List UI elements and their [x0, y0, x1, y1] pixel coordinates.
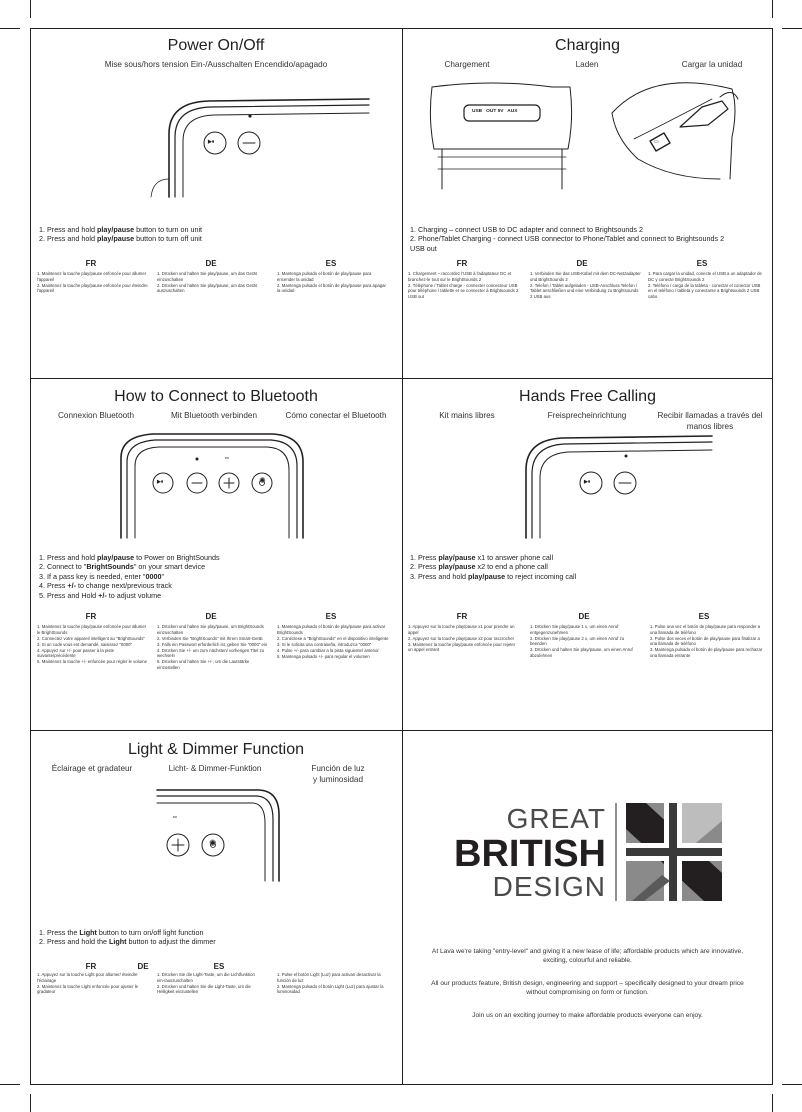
panel-title: Power On/Off: [167, 37, 265, 54]
step-number: 3.: [410, 571, 418, 581]
step-item: [410, 572, 576, 581]
speaker-top-illustration: [31, 29, 401, 377]
translation-item: 1. Chargement – raccordez l'USB à l'adaptateur DC et branchez-le tout sur le BrightSounds 2: [408, 271, 512, 282]
speaker-top-illustration: [31, 731, 401, 1084]
lang-es: ES: [698, 612, 710, 621]
port-labels: USB OUT 5V AUX: [472, 109, 518, 114]
play-pause-icon: ▶⏸: [584, 479, 591, 485]
play-pause-icon: ▶⏸: [157, 479, 164, 485]
step-keyword: play/pause: [96, 225, 135, 234]
step-text: Press and hold the: [47, 937, 109, 947]
step-keyword: Light: [79, 928, 97, 937]
translation-item: 4. Appuyez sur +/- pour passer à la piste suivante/précédente: [37, 647, 115, 659]
step-number: 1.: [410, 553, 418, 562]
translation-item: 2. Verbinden Sie "BrightSounds" mit Ihrem Smart-Gerät: [157, 635, 263, 641]
step-item: [39, 591, 220, 600]
translation-item: 2. Mantenga pulsado el botón de play/pause para apagar la unidad: [277, 282, 386, 294]
lang-de: DE: [137, 962, 149, 971]
play-pause-icon: ▶⏸: [208, 139, 215, 145]
lang-de: DE: [576, 259, 588, 268]
es-instructions: [277, 972, 393, 995]
charging-steps: [410, 225, 724, 253]
crop-mark: [30, 0, 31, 18]
step-text: to adjust volume: [106, 590, 162, 600]
subtitle-de: Laden: [575, 60, 599, 69]
fr-instructions: [408, 624, 520, 653]
subtitle-de: Mit Bluetooth verbinden: [170, 411, 258, 420]
step-item: [39, 581, 220, 590]
translation-item: 3. Drücken und halten Sie play/pause, um einen Anruf abzulehnen: [530, 647, 633, 658]
lang-es: ES: [213, 962, 225, 971]
step-number: 1.: [39, 928, 47, 937]
step-keyword: play/pause: [438, 562, 476, 572]
subtitle-fr: Chargement: [444, 60, 490, 69]
usb-port-icon: ▭: [654, 139, 659, 145]
ctr-label-icon: ▭: [225, 455, 229, 460]
step-item: [410, 244, 724, 253]
translation-item: 2. Maintenez la touche play/pause enfoncée pour éteindre l'appareil: [37, 282, 148, 294]
light-steps: [39, 928, 216, 947]
step-keyword: play/pause: [467, 571, 506, 581]
translation-item: 2. Maintenez la touche Light enfoncée pour ajuster le gradateur: [37, 983, 139, 995]
bluetooth-panel: [31, 378, 401, 730]
step-keyword: play/pause: [96, 234, 135, 244]
de-instructions: [530, 624, 642, 659]
lang-es: ES: [325, 259, 337, 268]
crop-mark: [782, 28, 802, 29]
step-text: If a pass key is needed, enter ": [47, 571, 146, 581]
translation-item: 2. Téléphone / Tablet charge - connecter connecteur USB pour téléphone / tablette et se connecter à Brightsounds 2 USB out: [408, 282, 519, 299]
translation-item: 2. Pulse dos veces el botón de play/pause para finalizar a una llamada de teléfono: [650, 635, 760, 647]
step-text: Press: [47, 581, 68, 591]
subtitle-de: Licht- & Dimmer-Funktion: [168, 764, 262, 773]
step-item: [39, 225, 202, 234]
step-text: x1 to answer phone call: [475, 553, 554, 562]
subtitle-fr: Éclairage et gradateur: [51, 764, 133, 773]
brand-panel: [402, 731, 773, 1084]
logo-great: GREAT: [506, 803, 606, 834]
brand-paragraph: At Lava we're taking "entry-level" and giving it a new lease of life; affordable products which are innovative, exciting, colourful and reliable.: [431, 948, 744, 964]
translation-item: 1. Pulse una vez el botón de play/pause para responder a una llamada de teléfono: [650, 624, 761, 635]
panel-subtitle: Mise sous/hors tension Ein-/Ausschalten Encendido/apagado: [104, 60, 328, 69]
union-flag-graphic: [612, 803, 724, 901]
step-number: 1.: [39, 553, 47, 562]
ctr-label-icon: ▭: [173, 814, 177, 819]
translation-item: 2. Appuyez sur la touche play/pause x2 pour raccrocher: [408, 635, 515, 641]
brand-paragraph: Join us on an exciting journey to make affordable products everyone can enjoy.: [472, 1012, 703, 1019]
power-panel: [31, 29, 401, 377]
de-instructions: [157, 271, 269, 294]
step-text: Press: [418, 562, 439, 572]
fr-instructions: [37, 972, 149, 995]
translation-item: 4. Pulse +/- para cambiar a la pista siguiente/ anterior: [277, 647, 379, 653]
subtitle-es: Cargar la unidad: [681, 60, 743, 69]
calling-panel: [402, 378, 773, 730]
translation-item: 3. Si un code vous est demandé, saisissez "0000": [37, 641, 133, 647]
step-item: [39, 234, 202, 243]
step-text: Phone/Tablet Charging - connect USB connector to Phone/Tablet and connect to Brightsounds 2: [418, 234, 725, 244]
fr-instructions: [37, 271, 149, 294]
step-keyword: Light: [108, 937, 127, 947]
step-text: Press and Hold: [47, 590, 99, 600]
step-number: 1.: [410, 225, 418, 234]
es-instructions: [277, 271, 389, 294]
step-number: 2.: [39, 562, 47, 572]
translation-item: 2. Telefon / Tablet aufgeladen - USB-Anschluss Telefon / Tablet anschließen und eine Verbindung zu Brightsounds 2 USB aus: [530, 282, 639, 299]
translation-item: 4. Drücken Sie +/- um zum nächsten/ vorherigen Titel zu wechseln: [157, 647, 265, 659]
translation-item: 1. Drücken Sie play/pause 1 x, um einen Anruf entgegenzunehmen: [530, 624, 619, 635]
step-text: Press the: [47, 928, 80, 937]
es-instructions: [648, 271, 766, 300]
step-text: Press: [418, 553, 439, 562]
step-keyword: play/pause: [438, 553, 476, 562]
step-number: 2.: [410, 234, 418, 244]
step-number: 5.: [39, 590, 47, 600]
lang-fr: FR: [85, 259, 97, 268]
lang-es: ES: [696, 259, 708, 268]
step-number: 2.: [39, 234, 47, 244]
logo-design: DESIGN: [492, 871, 606, 902]
charging-panel: [402, 29, 773, 377]
de-instructions: [157, 624, 269, 671]
step-text: Press and hold: [47, 234, 97, 244]
step-keyword: +/-: [98, 590, 107, 600]
light-icon: ✺: [259, 476, 266, 485]
step-keyword: play/pause: [96, 553, 135, 562]
subtitle-es: Recibir llamadas a través del: [657, 411, 763, 420]
fr-instructions: [408, 271, 523, 300]
subtitle-es-line2: y luminosidad: [312, 775, 364, 784]
step-number: 4.: [39, 581, 47, 591]
de-instructions: [157, 972, 269, 995]
translation-item: 1. Pulse el botón Light (Luz) para activar/ desactivar la función de luz: [277, 972, 381, 983]
lang-de: DE: [205, 612, 217, 621]
step-text: to reject incoming call: [505, 571, 577, 581]
translation-item: 3. Mantenga pulsado el botón de play/pause para rechazar una llamada entrante: [650, 647, 763, 658]
translation-item: 1. Mantenga pulsado el botón de play/pause para encender la unidad: [277, 271, 372, 282]
step-text: Press and hold: [47, 225, 97, 234]
step-text: button to turn off unit: [134, 234, 202, 244]
step-number: 3.: [39, 571, 47, 581]
translation-item: 2. Drücken und halten Sie die Light-Taste, um die Helligkeit einzustellen: [157, 983, 251, 995]
lang-es: ES: [325, 612, 337, 621]
step-text: button to turn on/off light function: [96, 928, 204, 937]
crop-mark: [0, 1084, 20, 1085]
crop-mark: [772, 0, 773, 18]
translation-item: 1. Para cargar la unidad, conecte el USB a un adaptador de DC y conecte BrightSounds 2: [648, 271, 762, 282]
crop-mark: [772, 1094, 773, 1112]
subtitle-fr: Kit mains libres: [439, 411, 495, 420]
lang-fr: FR: [456, 259, 468, 268]
translation-item: 5. Mantenga pulsado +/- para regular el volumen: [277, 653, 370, 659]
step-number: 2.: [39, 937, 47, 947]
charging-illustration: [402, 29, 773, 377]
step-keyword: 0000: [145, 571, 162, 581]
step-number: 2.: [410, 562, 418, 572]
crop-mark: [0, 28, 20, 29]
translation-item: 1. Mantenga pulsado el botón de play/pause para activar BrightSounds: [277, 624, 386, 635]
translation-item: 3. Falls ein Passwort erforderlich ist, geben Sie "0000" ein: [157, 641, 268, 647]
de-instructions: [530, 271, 642, 300]
subtitle-es: Función de luz: [311, 764, 365, 773]
translation-item: 2. Drücken Sie play/pause 2 x, um einen Anruf zu beenden: [530, 635, 625, 647]
translation-item: 1. Drücken und halten Sie play/pause, um das Gerät einzuschalten: [157, 271, 257, 282]
step-text: to Power on BrightSounds: [134, 553, 220, 562]
subtitle-fr: Connexion Bluetooth: [57, 411, 135, 420]
panel-title: Charging: [555, 37, 620, 54]
step-item: [39, 562, 220, 571]
step-number: 1.: [39, 225, 47, 234]
light-icon: ✺: [209, 838, 217, 848]
step-text: x2 to end a phone call: [475, 562, 548, 572]
es-instructions: [277, 624, 393, 660]
lang-fr: FR: [85, 612, 97, 621]
lang-de: DE: [578, 612, 590, 621]
es-instructions: [650, 624, 768, 659]
translation-item: 5. Drücken und halten Sie +/-, um die Lautstärke einzustellen: [157, 659, 250, 670]
panel-title: Light & Dimmer Function: [127, 741, 305, 758]
translation-item: 2. Mantenga pulsado el botón Light (Luz) para ajustar la luminosidad: [277, 983, 384, 995]
panel-title: How to Connect to Bluetooth: [114, 388, 318, 405]
crop-mark: [30, 1094, 31, 1112]
power-steps: [39, 225, 202, 244]
subtitle-es: Cómo conectar el Bluetooth: [285, 411, 387, 420]
step-text: Charging – connect USB to DC adapter and connect to Brightsounds 2: [418, 225, 643, 234]
translation-item: 2. Drücken und halten Sie play/pause, um das Gerät auszuschalten: [157, 282, 257, 294]
step-text: Connect to ": [47, 562, 87, 572]
subtitle-es-line2: manos libres: [686, 422, 734, 431]
translation-item: 3. Maintenez la touche play/pause enfoncée pour rejeter un appel entrant: [408, 641, 516, 653]
lang-fr: FR: [85, 962, 97, 971]
logo-british: BRITISH: [454, 833, 606, 875]
translation-item: 2. Conéctese a "BrightSounds" en el dispositivo inteligente: [277, 635, 389, 641]
step-item: [410, 225, 724, 234]
step-item: [410, 562, 576, 571]
panel-title: Hands Free Calling: [519, 388, 656, 405]
calling-steps: [410, 553, 576, 581]
step-text: Press and hold: [418, 571, 468, 581]
translation-item: 3. Si le solicita una contraseña, introduzca "0000": [277, 641, 372, 647]
translation-item: 1. Drücken und halten Sie play/pause, um BrightSounds einzuschalten: [157, 624, 264, 635]
translation-item: 1. Maintenez la touche play/pause enfoncée pour allumer le BrightSounds: [37, 624, 147, 635]
step-item: [39, 553, 220, 562]
crop-mark: [782, 1084, 802, 1085]
step-item: [410, 234, 724, 243]
subtitle-de: Freisprecheinrichtung: [547, 411, 627, 420]
translation-item: 1. Drücken Sie die Light-Taste, um die Lichtfunktion ein-/auszuschalten: [157, 972, 255, 983]
fr-instructions: [37, 624, 149, 665]
translation-item: 2. Teléfono / carga de la tableta - conectar el conector USB en el teléfono / tableta y conectarse a Brightsounds 2 USB cabo: [648, 282, 761, 299]
brand-paragraph: All our products feature, British design, engineering and support – specifically designed to your dream price without compromising on form or function.: [431, 980, 744, 996]
step-text: " on your smart device: [133, 562, 206, 572]
step-item: [39, 928, 216, 937]
lang-fr: FR: [456, 612, 468, 621]
step-text: to change next/previous track: [75, 581, 172, 591]
step-text: USB out: [410, 243, 437, 253]
step-text: button to turn on unit: [134, 225, 203, 234]
bluetooth-steps: [39, 553, 220, 600]
step-item: [39, 572, 220, 581]
translation-item: 1. Maintenez la touche play/pause enfoncée pour allumer l'appareil: [37, 271, 147, 282]
translation-item: 5. Maintenez la touche +/- enfoncée pour régler le volume: [37, 659, 147, 665]
translation-item: 1. Appuyez sur la touche play/pause x1 pour prendre un appel: [408, 624, 515, 635]
step-keyword: +/-: [67, 581, 76, 591]
step-keyword: BrightSounds: [86, 562, 134, 572]
translation-item: 2. Connectez votre appareil intelligent au "BrightSounds": [37, 635, 145, 641]
step-item: [410, 553, 576, 562]
step-text: button to adjust the dimmer: [126, 937, 216, 947]
step-item: [39, 937, 216, 946]
translation-item: 1. Appuyez sur la touche Light pour allumer/ éteindre l'éclairage: [37, 972, 138, 983]
light-panel: [31, 731, 401, 1084]
step-text: ": [161, 571, 165, 581]
lang-de: DE: [205, 259, 217, 268]
translation-item: 1. Verbinden Sie das USB-Kabel mit dem DC-Netzadapter und BrightSounds 2: [530, 271, 641, 282]
step-text: Press and hold: [47, 553, 97, 562]
